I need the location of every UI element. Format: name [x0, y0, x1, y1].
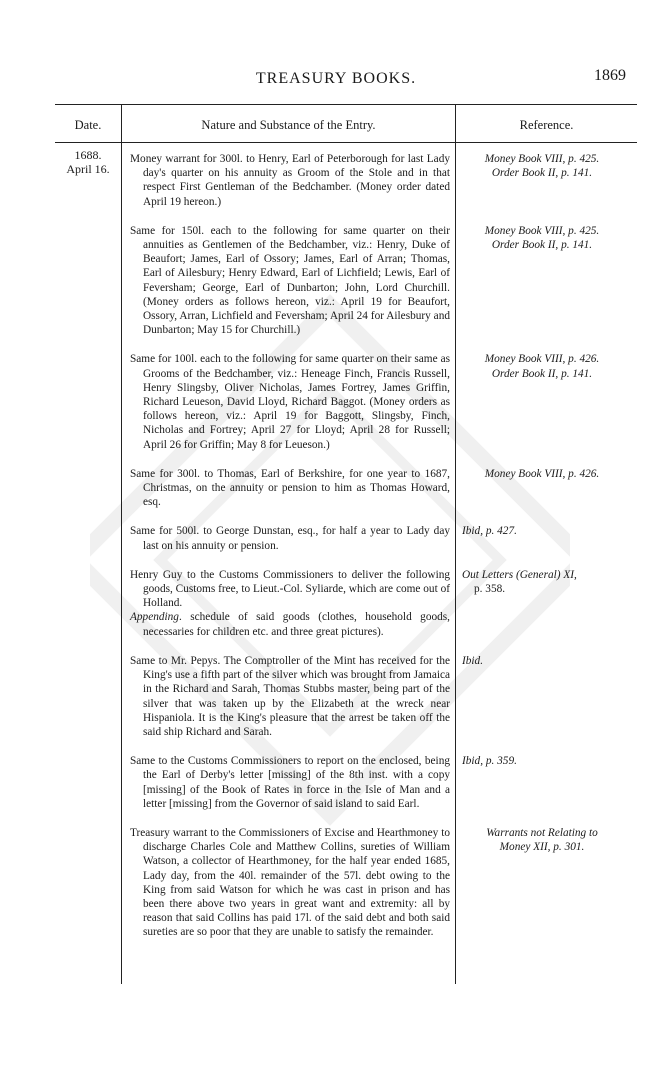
reference-line: Money Book VIII, p. 426. [484, 353, 600, 366]
date-day: April 16. [66, 162, 110, 176]
entry-reference [462, 826, 622, 854]
date-year: 1688. [74, 148, 102, 162]
page-header [0, 64, 672, 92]
column-heading-date: Date. [74, 118, 102, 132]
entry-text: Same to Mr. Pepys. The Comptroller of the Mint has received for the King's use a fifth part of the silver which was brought from Jamaica in the Richard and Sarah, Thomas Stubbs master, being part of the silver that was taken up by the Elizabeth at the wreck near Hispaniola. It is the King's pleasure that the arrest be taken off the said ship Richard and Sarah. [130, 654, 450, 738]
entry-reference [462, 352, 622, 380]
list-item [130, 826, 622, 940]
list-item [130, 754, 622, 811]
entry-main-text: Henry Guy to the Customs Commissioners to deliver the following goods, Customs free, to Lieut.-Col. Syliarde, which are come out of Holland. [130, 568, 450, 610]
page-number: 1869 [594, 67, 626, 84]
entry-reference [462, 524, 622, 538]
list-item [130, 152, 622, 209]
entry-reference [462, 467, 622, 481]
appending-label: Appending [130, 611, 179, 624]
header-bottom-rule [55, 142, 637, 143]
list-item [130, 568, 622, 639]
list-item [130, 524, 622, 552]
entry-text: Same to the Customs Commissioners to report on the enclosed, being the Earl of Derby's letter [missing] of the 8th inst. with a copy [missing] of the Book of Rates in force in the Isle of Man and a letter [missing] from the Governor of said island to said Earl. [130, 755, 450, 810]
appending-text: . schedule of said goods (clothes, household goods, necessaries for children etc. and three great pictures). [143, 611, 450, 638]
entry-reference [462, 754, 622, 768]
entry-text [130, 568, 450, 639]
reference-line: Order Book II, p. 141. [491, 367, 593, 380]
reference-line: Money Book VIII, p. 426. [484, 467, 600, 480]
column-heading-nature: Nature and Substance of the Entry. [201, 118, 376, 132]
entry-text: Treasury warrant to the Commissioners of Excise and Hearthmoney to discharge Charles Cole and Matthew Collins, sureties of William Watson, a collector of Hearthmoney, for the half year ended 1685, Lady day, from the 40l. remainder of the 57l. debt owing to the King from said Watson for which he was cast in prison and has been there above two years in great want and extremity: all by reason that said Collins has paid 17l. of the said debt and both said sureties are so poor that they are unable to satisfy the remainder. [130, 826, 450, 939]
reference-line: Money Book VIII, p. 425. [484, 224, 600, 237]
reference-line: Ibid, p. 427. [462, 525, 517, 538]
reference-line: Money XII, p. 301. [499, 841, 585, 854]
entry-text: Same for 300l. to Thomas, Earl of Berkshire, for one year to 1687, Christmas, on the annuity or pension to him as Thomas Howard, esq. [130, 467, 450, 509]
reference-line: Order Book II, p. 141. [491, 167, 593, 180]
column-heading-reference: Reference. [519, 118, 574, 132]
column-divider-date [121, 104, 122, 984]
entry-reference [462, 152, 622, 180]
entry-text: Same for 100l. each to the following for same quarter on their same as Grooms of the Bedchamber, viz.: Heneage Finch, Francis Russell, Henry Slingsby, Oliver Nicholas, James Fortrey, James Griffin, Richard Leueson, David Lloyd, Richard Baggot. (Money orders as follows hereon, viz.: April 19 for Baggott, Slingsby, Finch, Nicholas and Fortrey; April 27 for Lloyd; April 28 for Russell; April 26 for Griffin; May 8 for Leueson.) [130, 353, 450, 451]
list-item [130, 224, 622, 338]
running-title: TREASURY BOOKS. [255, 70, 417, 87]
entry-reference [462, 654, 622, 668]
reference-line: Order Book II, p. 141. [491, 239, 593, 252]
list-item [130, 467, 622, 510]
reference-line: Ibid. [462, 654, 484, 667]
reference-line: Out Letters (General) XI, [462, 568, 577, 581]
reference-line: Ibid, p. 359. [462, 755, 517, 768]
reference-line: Money Book VIII, p. 425. [484, 153, 600, 165]
entry-text: Same for 500l. to George Dunstan, esq., for half a year to Lady day last on his annuity or pension. [130, 525, 450, 552]
reference-line: p. 358. [474, 583, 506, 596]
entry-reference [462, 224, 622, 252]
entry-date [60, 148, 116, 176]
list-item [130, 352, 622, 451]
reference-line: Warrants not Relating to [486, 826, 598, 839]
table-top-rule [55, 104, 637, 105]
entries-list [130, 152, 622, 955]
list-item [130, 654, 622, 739]
entry-text: Money warrant for 300l. to Henry, Earl of Peterborough for last Lady day's quarter on his annuity as Groom of the Stole and in that respect First Gentleman of the Bedchamber. (Money order dated April 19 hereon.) [130, 153, 450, 208]
appending-note [130, 610, 450, 638]
entry-reference [462, 568, 622, 596]
entry-text: Same for 150l. each to the following for same quarter on their annuities as Gentlemen of the Bedchamber, viz.: Henry, Duke of Beaufort; James, Earl of Ossory; James, Earl of Arran; Thomas, Earl of Ailesbury; Henry Edward, Earl of Lichfield; Lewis, Earl of Feversham; George, Earl of Dunbarton; John, Lord Churchill. (Money orders as follows hereon, viz.: April 19 for Beaufort, Ossory, Arran, Lichfield and Feversham; April 24 for Ailesbury and Dunbarton; May 15 for Churchill.) [130, 224, 450, 337]
